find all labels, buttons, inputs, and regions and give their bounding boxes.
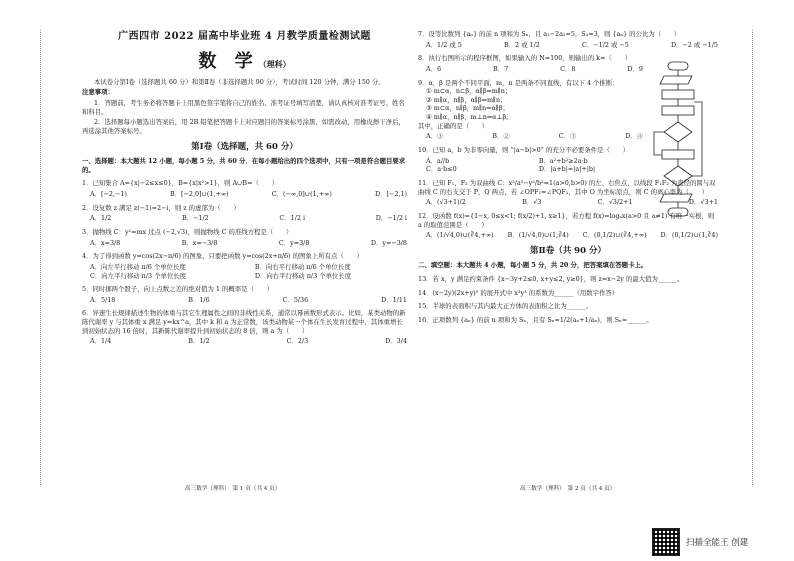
question-stem: 11．已知 F₁，F₂ 为双曲线 C：x²/a²−y²/b²=1(a>0,b>0) 的左、右焦点，以线段 F₁F₂ 为直径的圆与双曲线 C 的右支交于 P，Q 两点，若 ∠OPF₁=∠PQF₁，其中 O 为坐标原点，则 C 的离心率为（ ） — [418, 178, 716, 196]
flow-input — [660, 76, 692, 84]
question-8 — [418, 54, 643, 73]
question-13: 13．若 x，y 满足约束条件 {x−3y+2≤0, x+y≤2, y≥0}，则 z=x−2y 的最大值为______。 — [418, 274, 684, 283]
qr-code-icon — [652, 528, 680, 556]
option-d: D．9 — [627, 64, 643, 73]
option-b: B．a²+b²≥2a·b — [538, 156, 588, 165]
option-a: A．1/2 — [90, 214, 112, 223]
option-c: C．5/36 — [282, 295, 309, 304]
question-2 — [82, 204, 407, 223]
question-3 — [82, 228, 407, 247]
note-1: 1．答题前，考生务必将答题卡上用黑色签字笔将自己的姓名、准考证号填写清楚，请认真核对准考证号、姓名和科目。 — [82, 99, 405, 116]
page-1 — [82, 22, 407, 346]
question-stem: 5．同时掷两个骰子，向上点数之差的绝对值为 1 的概率是（ ） — [82, 285, 274, 294]
option-d: D．3/4 — [385, 337, 407, 346]
section-2-heading: 第Ⅱ卷（共 90 分） — [530, 245, 606, 256]
part-2-instructions: 二、填空题：本大题共 4 小题，每小题 5 分，共 20 分，把答案填在答题卡上。 — [418, 261, 648, 270]
option-a: A．1/2 或 5 — [426, 40, 462, 49]
options — [426, 65, 643, 74]
option-c: C．8 — [560, 64, 576, 73]
option-c: C．√3/2+1 — [597, 198, 633, 207]
option-a: A．6 — [426, 64, 442, 73]
flow-start — [668, 62, 688, 70]
subject-tag: （理科） — [258, 58, 291, 69]
option-d: D．−1/2 i — [375, 214, 407, 223]
question-16: 16．正项数列 {aₙ} 的前 n 项和为 Sₙ，且有 Sₙ=1/2(aₙ+1/aₙ)，则 Sₙ=______。 — [418, 315, 653, 324]
question-stem: 2．设复数 z 满足 z(−1)=2−i，则 z 的虚部为（ ） — [82, 203, 240, 212]
note-2: 2．选择题每小题选出答案后，用 2B 铅笔把答题卡上对应题目的答案标号涂黑，如需改动，用橡皮擦干净后，再选涂其他答案标号。 — [82, 118, 405, 135]
question-10 — [418, 146, 643, 174]
intro: 本试卷分第Ⅰ卷（选择题共 60 分）和第Ⅱ卷（非选择题共 90 分），考试时间 120 分钟，满分 150 分。 — [94, 77, 385, 86]
options — [426, 231, 718, 240]
question-stem: 4．为了得到函数 y=cos(2x−π/6) 的图象，只要把函数 y=cos(2x+π/6) 的图象上所有点（ ） — [82, 252, 363, 261]
option-a: A．5/18 — [90, 295, 116, 304]
question-stem: 10．已知 a，b 为非零向量，则 “|a−b|>0” 的充分不必要条件是（ ） — [418, 146, 630, 155]
option-c: C．1/2 i — [279, 214, 306, 223]
flow-process — [662, 150, 694, 159]
option-a: A．[−2,−1) — [90, 190, 127, 199]
option-a: A．a//b — [426, 156, 450, 165]
statement: ① m⊂α，n⊂β，α∥β⇒m∥n； — [426, 87, 512, 96]
option-a: A．向左平行移动 π/6 个单位长度 — [90, 262, 186, 271]
option-b: B．1/2 — [188, 337, 210, 346]
question-stem: 9．α，β 是两个不同平面，m，n 是两条不同直线，有以下 4 个推断： — [418, 78, 619, 87]
question-15: 15．半球的表面积与其内最大正方体的表面积之比为______。 — [418, 302, 593, 311]
option-b: B．向右平行移动 π/6 个单位长度 — [254, 262, 351, 271]
option-b: B．② — [492, 132, 510, 141]
options — [90, 296, 407, 305]
options — [90, 263, 407, 280]
question-6 — [82, 309, 407, 346]
option-b: B．√3 — [522, 198, 542, 207]
question-9 — [418, 79, 643, 141]
options — [90, 214, 407, 223]
option-c: C．y=3/8 — [278, 238, 310, 247]
option-b: B．2 或 1/2 — [503, 40, 540, 49]
flow-output — [660, 194, 692, 202]
option-c: C．(0,1/2)∪(∛4,+∞) — [582, 231, 647, 240]
subject-name: 数 学 — [198, 50, 259, 72]
question-stem: 12．设函数 f(x)={1−x, 0≤x<1; f(x/2)+1, x≥1}，若方程 f(x)=logₐx(a>0 且 a≠1) 有唯一实根，则 a 的取值范围是（ ） — [418, 211, 715, 229]
question-7 — [418, 30, 718, 49]
option-b: B．(1/√4,0)∪(1,∛4) — [507, 231, 569, 240]
exam-title: 广西四市 2022 届高中毕业班 4 月教学质量检测试题 — [118, 31, 371, 42]
options — [426, 157, 643, 174]
page-2-footer: 高三数学（理科） 第 2 页（共 4 页） — [520, 486, 616, 492]
option-c: C．−1/2 或 −5 — [582, 40, 629, 49]
question-prompt: 其中，正确的是（ ） — [418, 121, 489, 130]
options — [90, 337, 407, 346]
option-a: A．① — [426, 132, 444, 141]
option-d: D．④ — [625, 132, 643, 141]
flow-process — [662, 90, 694, 99]
option-a: A．x=3/8 — [90, 238, 121, 247]
subject-heading — [82, 50, 407, 74]
notes-title: 注意事项： — [82, 88, 114, 97]
option-c: C．2/3 — [286, 337, 309, 346]
option-b: B．1/6 — [188, 295, 210, 304]
question-4 — [82, 252, 407, 280]
option-d: D．y=−3/8 — [370, 238, 407, 247]
option-c: C．③ — [558, 132, 577, 141]
option-d: D．1/11 — [381, 295, 407, 304]
program-flowchart — [648, 60, 708, 225]
option-a: A．(√3+1)/2 — [426, 198, 466, 207]
option-b: B．[−2,0]∪(1,+∞) — [169, 190, 229, 199]
binding-margin-left — [40, 30, 49, 485]
option-d: D．√3+1 — [688, 198, 718, 207]
flow-process — [662, 106, 694, 115]
option-d: D．(0,1/2)∪(1,∛4) — [660, 231, 718, 240]
option-d: D．−2 或 −1/5 — [670, 40, 718, 49]
part-1-instructions: 一、选择题：本大题共 12 小题，每小题 5 分，共 60 分．在每小题给出的四个选项中，只有一项是符合题目要求的。 — [82, 157, 406, 174]
option-b: B．x=−3/8 — [181, 238, 218, 247]
flow-end — [668, 208, 688, 216]
question-stem: 7．设等比数列 {aₙ} 的前 n 项和为 Sₙ，且 a₂−2a₂=5，S₃=3，则 {aₙ} 的公比为（ ） — [418, 30, 681, 38]
option-a: A．(1/√4,0)∪(∛4,+∞) — [426, 231, 494, 240]
option-a: A．1/4 — [90, 337, 112, 346]
statement: ④ m∥α，n∥β，m⊥n⇒α⊥β。 — [426, 113, 513, 122]
question-14: 14．(x−2y)(2x+y)⁵ 的展开式中 x³y³ 的系数为______（用数字作答） — [418, 288, 619, 297]
question-stem: 6．异速生长规律描述生物的体重与其它生理属性之间的非线性关系，通常以幂函数形式表示。比如，某类动物的新陈代谢率 y 与其体重 x 满足 y=kx^a，其中 k 和 a 为正常数，该类动物某一个体在生长发育过程中，其体重增长到初始状态的 16 倍时，其新陈代谢率提升到初始状态的 8 倍，则 a 为（ ） — [82, 309, 406, 335]
section-1-heading: 第Ⅰ卷（选择题，共 60 分） — [191, 141, 298, 152]
question-stem: 8．执行右图所示的程序框图，如果输入的 N=100，则输出的 k=（ ） — [418, 54, 632, 63]
statement: ③ m⊂α，n∥β，m∥n⇒α∥β； — [426, 104, 509, 113]
option-c: C．(−∞,0]∪(1,+∞) — [271, 190, 332, 199]
watermark-text: 扫描全能王 创建 — [686, 538, 749, 548]
option-b: B．7 — [493, 64, 509, 73]
option-c: C．a·b≤0 — [426, 165, 457, 174]
option-d: D．向右平行移动 π/3 个单位长度 — [254, 271, 352, 280]
option-b: B．−1/2 — [181, 214, 209, 223]
options — [426, 41, 718, 50]
question-5 — [82, 285, 407, 304]
flow-decision — [664, 122, 692, 142]
options — [90, 190, 407, 199]
statement: ② m∥α，n∥β，α∥β⇒m∥n； — [426, 95, 507, 104]
page-1-footer: 高三数学（理科） 第 1 页（共 4 页） — [185, 486, 281, 492]
binding-margin-right — [752, 30, 761, 485]
scanner-watermark — [652, 528, 748, 556]
question-1 — [82, 179, 407, 198]
options — [90, 239, 407, 248]
option-d: D．|a+b|=|a|+|b| — [538, 165, 596, 174]
question-stem: 3．抛物线 C：y²=mx 过点 (−2,√3)，则抛物线 C 的准线方程是（ ） — [82, 227, 293, 236]
flow-decision — [664, 166, 692, 186]
options — [426, 132, 643, 141]
option-d: D．[−2,1) — [374, 190, 407, 199]
question-stem: 1．已知集合 A={x|−2≤x≤0}，B={x|x²>1}，则 A∪B=（ ） — [82, 179, 279, 188]
option-c: C．向左平行移动 π/3 个单位长度 — [90, 271, 187, 280]
